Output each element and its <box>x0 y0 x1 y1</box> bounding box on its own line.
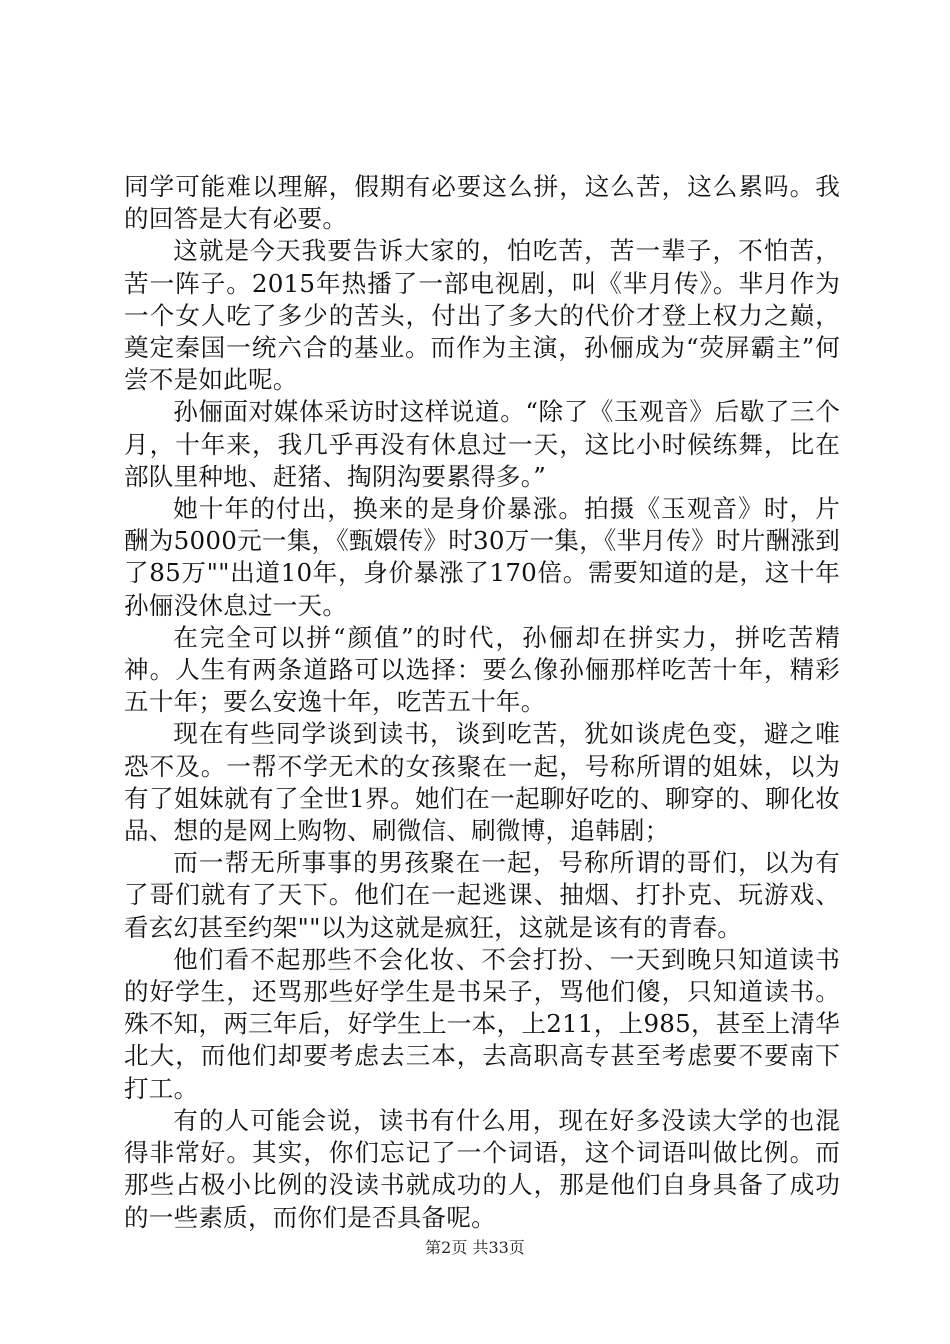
page-number: 第2页 共33页 <box>425 1238 525 1257</box>
paragraph: 现在有些同学谈到读书，谈到吃苦，犹如谈虎色变，避之唯恐不及。一帮不学无术的女孩聚在一起，号称所谓的姐妹，以为有了姐妹就有了全世1界。她们在一起聊好吃的、聊穿的、聊化妆品、想的是网上购物、刷微信、刷微博，追韩剧； <box>124 719 840 846</box>
paragraph: 孙俪面对媒体采访时这样说道。“除了《玉观音》后歇了三个月，十年来，我几乎再没有休息过一天，这比小时候练舞，比在部队里种地、赶猪、掏阴沟要累得多。” <box>124 397 840 491</box>
body-text <box>124 171 840 1234</box>
paragraph: 在完全可以拼“颜值”的时代，孙俪却在拼实力，拼吃苦精神。人生有两条道路可以选择：要么像孙俪那样吃苦十年，精彩五十年；要么安逸十年，吃苦五十年。 <box>124 622 840 717</box>
page-footer <box>0 1238 950 1258</box>
paragraph: 这就是今天我要告诉大家的，怕吃苦，苦一辈子，不怕苦，苦一阵子。2015年热播了一部电视剧，叫《芈月传》。芈月作为一个女人吃了多少的苦头，付出了多大的代价才登上权力之巅，奠定秦国一统六合的基业。而作为主演，孙俪成为“荧屏霸主”何尝不是如此呢。 <box>124 236 840 395</box>
paragraph: 同学可能难以理解，假期有必要这么拼，这么苦，这么累吗。我的回答是大有必要。 <box>124 172 840 234</box>
paragraph: 她十年的付出，换来的是身价暴涨。拍摄《玉观音》时，片酬为5000元一集，《甄嬛传》时30万一集，《芈月传》时片酬涨到了85万""出道10年，身价暴涨了170倍。需要知道的是，这十年孙俪没休息过一天。 <box>124 494 840 620</box>
paragraph: 而一帮无所事事的男孩聚在一起，号称所谓的哥们，以为有了哥们就有了天下。他们在一起逃课、抽烟、打扑克、玩游戏、看玄幻甚至约架""以为这就是疯狂，这就是该有的青春。 <box>124 848 840 942</box>
paragraph: 他们看不起那些不会化妆、不会打扮、一天到晚只知道读书的好学生，还骂那些好学生是书呆子，骂他们傻，只知道读书。殊不知，两三年后，好学生上一本，上211，上985，甚至上清华北大，而他们却要考虑去三本，去高职高专甚至考虑要不要南下打工。 <box>124 944 840 1103</box>
paragraph: 有的人可能会说，读书有什么用，现在好多没读大学的也混得非常好。其实，你们忘记了一个词语，这个词语叫做比例。而那些占极小比例的没读书就成功的人，那是他们自身具备了成功的一些素质，而你们是否具备呢。 <box>124 1105 840 1232</box>
